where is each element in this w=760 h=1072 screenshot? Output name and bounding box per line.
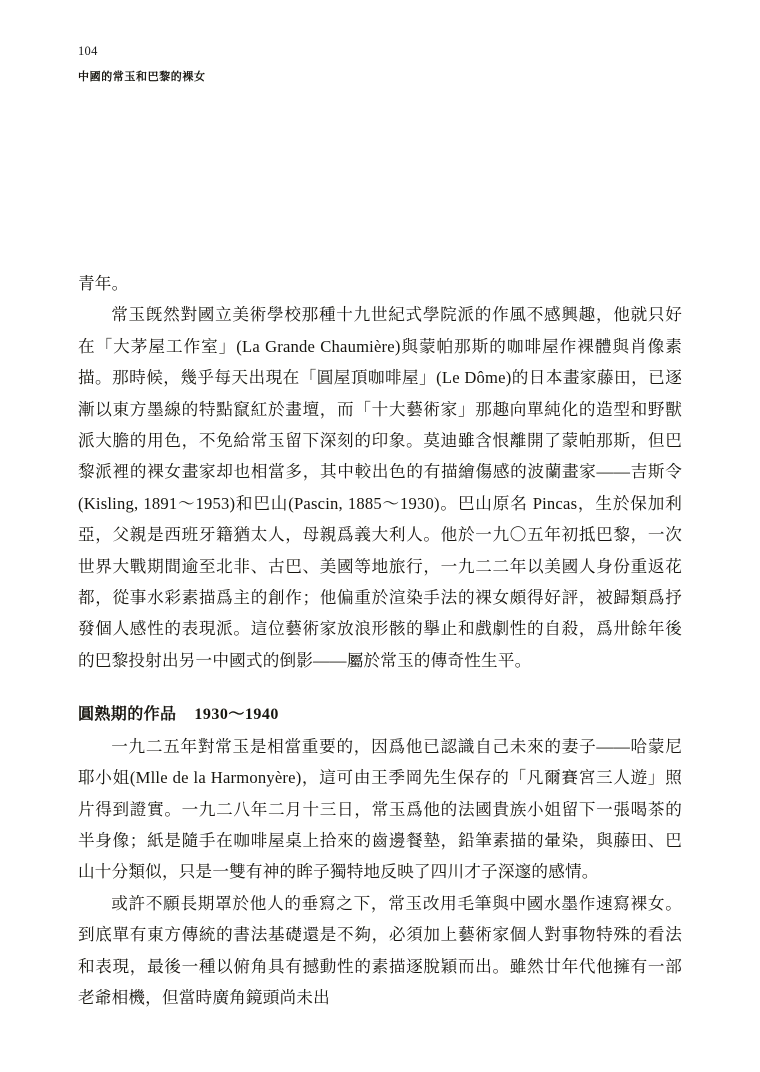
running-head: 中國的常玉和巴黎的裸女: [78, 70, 206, 83]
page-number: 104: [78, 44, 98, 58]
paragraph-continuation: 青年。: [78, 274, 129, 293]
section-heading-label: 圓熟期的作品: [78, 704, 177, 724]
paragraph-main: 常玉旣然對國立美術學校那種十九世紀式學院派的作風不感興趣，他就只好在「大茅屋工作室」(La Grande Chaumière)與蒙帕那斯的咖啡屋作裸體與肖像素描。那時候，幾乎每天出現在「圓屋頂咖啡屋」(Le Dôme)的日本畫家藤田，已逐漸以東方墨線的特點竄紅於畫壇，而「十大藝術家」那趣向單純化的造型和野獸派大膽的用色，不免給常玉留下深刻的印象。莫迪雖含恨離開了蒙帕那斯，但巴黎派裡的裸女畫家却也相當多，其中較出色的有描繪傷感的波蘭畫家——吉斯令(Kisling, 1891～1953)和巴山(Pascin, 1885～1930)。巴山原名 Pincas，生於保加利亞，父親是西班牙籍猶太人，母親爲義大利人。他於一九〇五年初抵巴黎，一次世界大戰期間逾至北非、古巴、美國等地旅行，一九二二年以美國人身份重返花都，從事水彩素描爲主的創作；他偏重於渲染手法的裸女頗得好評，被歸類爲抒發個人感性的表現派。這位藝術家放浪形骸的擧止和戲劇性的自殺，爲卅餘年後的巴黎投射出另一中國式的倒影——屬於常玉的傳奇性生平。: [78, 305, 682, 670]
page-body: [78, 268, 682, 1013]
paragraph-section-2: 或許不願長期罩於他人的垂寫之下，常玉改用毛筆與中國水墨作速寫裸女。到底單有東方傳統的書法基礎還是不夠，必須加上藝術家個人對事物特殊的看法和表現，最後一種以俯角具有撼動性的素描逐脫穎而出。雖然廿年代他擁有一部老爺相機，但當時廣角鏡頭尚未出: [78, 893, 682, 1007]
section-heading: [78, 698, 682, 730]
section-heading-dates: 1930～1940: [194, 706, 279, 724]
paragraph-section-1: 一九二五年對常玉是相當重要的，因爲他已認識自己未來的妻子——哈蒙尼耶小姐(Mlle de la Harmonyère)，這可由王季岡先生保存的「凡爾賽宮三人遊」照片得到證實。一九二八年二月十三日，常玉爲他的法國貴族小姐留下一張喝茶的半身像；紙是隨手在咖啡屋桌上拾來的齒邊餐墊，鉛筆素描的暈染，與藤田、巴山十分類似，只是一雙有神的眸子獨特地反映了四川才子深邃的感情。: [78, 736, 682, 882]
